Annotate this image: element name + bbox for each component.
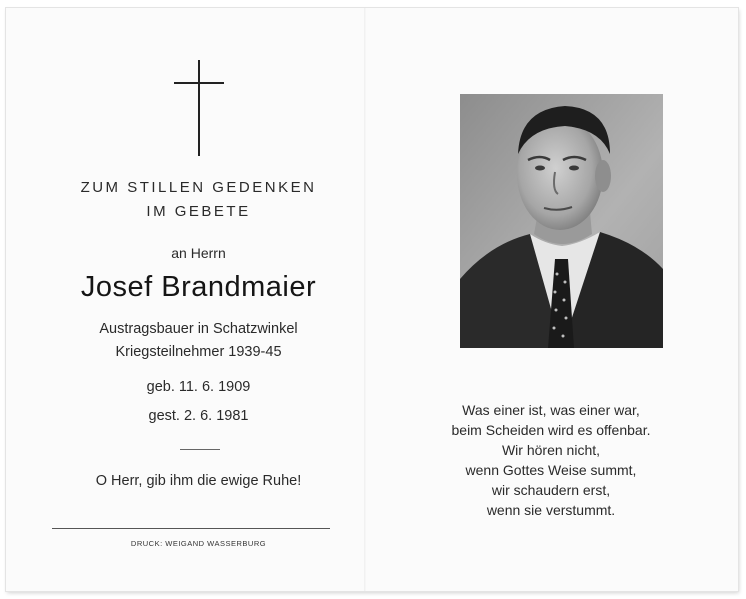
birth-date: geb. 11. 6. 1909 [146,379,251,395]
deceased-name: Josef Brandmaier [80,271,317,303]
salutation: an Herrn [171,245,226,261]
death-date: gest. 2. 6. 1981 [148,408,249,424]
heading-line-2: IM GEBETE [146,203,251,220]
heading-line-1: ZUM STILLEN GEDENKEN [80,179,317,196]
poem-line: wenn sie verstummt. [486,502,616,518]
poem [406,400,696,520]
right-page [366,8,738,591]
prayer: O Herr, gib ihm die ewige Ruhe! [95,473,302,489]
poem-line: wenn Gottes Weise summt, [465,462,637,478]
cross-icon [174,60,224,156]
left-page [6,8,364,591]
poem-line: wir schaudern erst, [491,482,611,498]
military-service: Kriegsteilnehmer 1939-45 [115,344,282,360]
poem-line: Was einer ist, was einer war, [462,402,640,418]
long-divider [52,528,330,529]
printer-credit: DRUCK: WEIGAND WASSERBURG [130,539,267,548]
poem-line: beim Scheiden wird es offenbar. [451,422,651,438]
poem-line: Wir hören nicht, [501,442,601,458]
short-divider [180,449,220,450]
occupation: Austragsbauer in Schatzwinkel [99,321,298,337]
memorial-card [6,8,738,591]
portrait-photo [460,94,663,348]
